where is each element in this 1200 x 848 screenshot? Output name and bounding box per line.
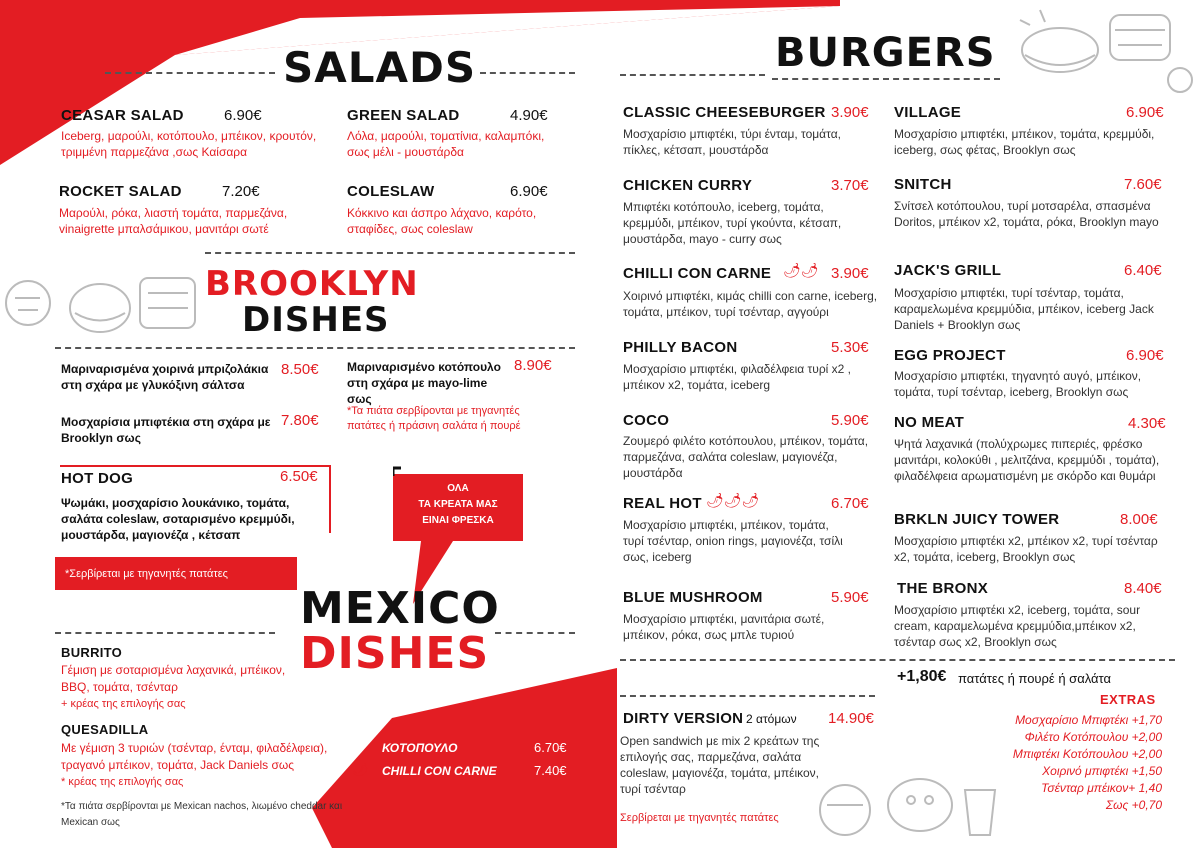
dirty-dash [620,695,875,697]
burrito-desc-1: Γέμιση με σοταρισμένα λαχανικά, μπέικον, [61,663,286,677]
mexico-option-price: 6.70€ [534,740,567,755]
extra-item: Τσένταρ μπέικον+ 1,40 [1041,781,1162,795]
burger-price: 7.60€ [1124,176,1162,193]
burger-price: 6.70€ [831,495,869,512]
mexico-option-price: 7.40€ [534,763,567,778]
burger-name: JACK'S GRILL [894,262,1002,279]
quesadilla-name: QUESADILLA [61,722,149,737]
burger-desc: Μοσχαρίσιο μπιφτέκι x2, iceberg, τομάτα, sour cream, καραμελωμένα κρεμμύδια,μπέικον x2, τσένταρ σως x2, Brooklyn σως [894,603,1141,649]
burger-desc: Μοσχαρίσιο μπιφτέκι, μανιτάρια σωτέ, μπέικον, ρόκα, σως μπλε τυριού [623,612,825,642]
extra-item: Σως +0,70 [1105,798,1162,812]
fresh-banner-line2: ΤΑ ΚΡΕΑΤΑ ΜΑΣ [418,499,498,510]
burger-name: CLASSIC CHEESEBURGER [623,104,826,121]
burrito-desc-3: + κρέας της επιλογής σας [61,698,186,710]
brooklyn-dish-name: Μοσχαρίσια μπιφτέκια στη σχάρα με Brooklyn σως [61,415,271,445]
extra-item: Φιλέτο Κοτόπουλου +2,00 [1024,730,1162,744]
salad-name: COLESLAW [347,183,435,200]
burger-desc: Μοσχαρίσιο μπιφτέκι x2, μπέικον x2, τυρί τσένταρ x2, τομάτα, iceberg, Brooklyn σως [894,534,1158,564]
fries-badge: *Σερβίρεται με τηγανητές πατάτες [55,557,297,590]
burger-desc: Μοσχαρίσιο μπιφτέκι, μπέικον, τομάτα, τυρί τσένταρ, onion rings, μαγιονέζα, τσίλι σως, iceberg [623,518,843,564]
mexico-dash-left [55,632,275,634]
salad-name: ROCKET SALAD [59,183,182,200]
burger-doodle-top-right [1000,0,1200,100]
quesadilla-desc-2: τραγανό μπέικον, τομάτα, Jack Daniels σως [61,758,295,772]
burger-price: 3.90€ [831,265,869,282]
brooklyn-heading-1: BROOKLYN [205,264,419,304]
burger-name: COCO [623,412,670,429]
salad-price: 4.90€ [510,107,548,124]
salads-dash-left [105,72,275,74]
burger-desc: Μοσχαρίσιο μπιφτέκι, τύρι ένταμ, τομάτα, πίκλες, κέτσαπ, μουστάρδα [623,127,841,157]
burgers-dash-left [620,74,765,76]
extra-item: Μπιφτέκι Κοτόπουλου +2,00 [1012,747,1162,761]
brooklyn-dish-price: 7.80€ [281,412,319,429]
burger-name: NO MEAT [894,414,965,431]
burger-price: 4.30€ [1128,415,1166,432]
burger-desc: Μοσχαρίσιο μπιφτέκι, μπέικον, τομάτα, κρεμμύδι, iceberg, σως φέτας, Brooklyn σως [894,127,1155,157]
burger-name: CHICKEN CURRY [623,177,753,194]
burger-desc: Ζουμερό φιλέτο κοτόπουλου, μπέικον, τομάτα, παρμεζάνα, σαλάτα coleslaw, μαγιονέζα, μουστάρδα [623,434,869,480]
burger-desc: Σνίτσελ κοτόπουλου, τυρί μοτσαρέλα, σπασμένα Doritos, μπέικον x2, τομάτα, ρόκα, Brooklyn mayo [894,199,1159,229]
burger-name: EGG PROJECT [894,347,1006,364]
burger-price: 6.90€ [1126,347,1164,364]
burger-name: SNITCH [894,176,952,193]
brooklyn-heading-2: DISHES [242,300,390,340]
salad-name: GREEN SALAD [347,107,460,124]
burger-desc: Χοιρινό μπιφτέκι, κιμάς chilli con carne, iceberg, τομάτα, μπέικον, τυρί τσένταρ, αγγούρι [623,289,878,319]
chilli-pepper-icon: 🌶🌶🌶 [706,492,760,508]
burger-price: 3.70€ [831,177,869,194]
hotdog-desc: Ψωμάκι, μοσχαρίσιο λουκάνικο, τομάτα, σαλάτα coleslaw, σοταρισμένο κρεμμύδι, μουστάρδα, μαγιονέζα , κέτσαπ [61,496,295,542]
salads-heading: SALADS [283,43,477,92]
salads-dash-right [480,72,575,74]
extra-item: Χοιρινό μπιφτέκι +1,50 [1042,764,1162,778]
burger-name: CHILLI CON CARNE [623,265,772,282]
burger-price: 6.90€ [1126,104,1164,121]
extras-list [960,712,1162,814]
burger-name: BRKLN JUICY TOWER [894,511,1060,528]
mexico-heading-1: MEXICO [300,583,500,634]
mexico-option-name: CHILLI CON CARNE [382,764,497,778]
burgers-bottom-separator [620,659,1175,661]
chilli-pepper-icon: 🌶 [352,762,369,777]
burger-name: BLUE MUSHROOM [623,589,763,606]
chilli-pepper-icon: 🌶🌶 [783,262,819,278]
salad-price: 6.90€ [510,183,548,200]
burgers-dash-right [772,78,1000,80]
salad-name: CEASAR SALAD [61,107,184,124]
salads-separator [205,252,575,254]
side-price: +1,80€ [897,668,947,685]
dirty-desc: Open sandwich με mix 2 κρεάτων της επιλογής σας, παρμεζάνα, σαλάτα coleslaw, μαγιονέζα, τομάτα, μπέικον, τυρί τσένταρ [620,734,820,796]
salad-desc: Iceberg, μαρούλι, κοτόπουλο, μπέικον, κρουτόν, τριμμένη παρμεζάνα ,σως Καίσαρα [61,129,317,159]
fresh-banner-line1: ΟΛΑ [447,483,469,494]
salad-price: 6.90€ [224,107,262,124]
salad-desc: Μαρούλι, ρόκα, λιαστή τομάτα, παρμεζάνα, vinaigrette μπαλσάμικου, μανιτάρι σωτέ [59,206,288,236]
burger-price: 5.30€ [831,339,869,356]
dirty-suffix: 2 ατόμων [746,712,797,726]
brooklyn-dish-price: 8.90€ [514,357,552,374]
burger-name: REAL HOT [623,495,702,512]
burger-desc: Μοσχαρίσιο μπιφτέκι, τυρί τσένταρ, τομάτα, καραμελωμένα κρεμμύδια, μπέικον, iceberg Jack Daniels + Brooklyn σως [894,286,1154,332]
burger-desc: Ψητά λαχανικά (πολύχρωμες πιπεριές, φρέσκο μανιτάρι, κολοκύθι , μελιτζάνα, κρεμμύδι , τομάτα), φιλαδέλφεια αρωματισμένη με σκόρδο και θυμάρι [894,437,1160,483]
mexico-dash-right [495,632,575,634]
brooklyn-note: *Τα πιάτα σερβίρονται με τηγανητές πατάτες ή πράσινη σαλάτα ή πουρέ [347,405,521,432]
dirty-name: DIRTY VERSION [623,710,744,727]
burger-name: THE BRONX [897,580,989,597]
dirty-price: 14.90€ [828,710,874,727]
food-doodle-left [0,258,205,343]
hotdog-price: 6.50€ [280,468,318,485]
mexico-heading-2: DISHES [300,628,490,679]
brooklyn-dish-name: Μαριναρισμένα χοιρινά μπριζολάκια στη σχάρα με γλυκόξινη σάλτσα [61,362,269,392]
quesadilla-desc-3: * κρέας της επιλογής σας [61,776,184,788]
mexico-note: *Τα πιάτα σερβίρονται με Mexican nachos, λιωμένο cheddar και Mexican σως [61,801,343,828]
burger-name: PHILLY BACON [623,339,738,356]
salad-desc: Κόκκινο και άσπρο λάχανο, καρότο, σταφίδες, σως coleslaw [347,206,537,236]
hotdog-name: HOT DOG [61,470,134,487]
burrito-name: BURRITO [61,645,123,660]
burger-price: 3.90€ [831,104,869,121]
salad-desc: Λόλα, μαρούλι, τοματίνια, καλαμπόκι, σως μέλι - μουστάρδα [347,129,545,159]
burger-price: 8.00€ [1120,511,1158,528]
burrito-desc-2: BBQ, τομάτα, τσένταρ [61,680,178,694]
extra-item: Μοσχαρίσιο Μπιφτέκι +1,70 [1015,713,1162,727]
side-text: πατάτες ή πουρέ ή σαλάτα [958,671,1112,686]
brooklyn-dish-name: Μαριναρισμένο κοτόπουλο στη σχάρα με mayo-lime σως [347,360,501,406]
mexico-option-name: ΚΟΤΟΠΟΥΛΟ [382,741,458,755]
burger-price: 5.90€ [831,589,869,606]
burger-price: 6.40€ [1124,262,1162,279]
brooklyn-dish-price: 8.50€ [281,361,319,378]
burger-price: 8.40€ [1124,580,1162,597]
extras-heading: EXTRAS [1100,692,1156,707]
burger-desc: Μοσχαρίσιο μπιφτέκι, τηγανητό αυγό, μπέικον, τομάτα, τυρί τσένταρ, iceberg, Brooklyn σως [894,369,1142,399]
salad-price: 7.20€ [222,183,260,200]
dirty-note: Σερβίρεται με τηγανητές πατάτες [620,812,779,824]
burger-name: VILLAGE [894,104,962,121]
burger-desc: Μπιφτέκι κοτόπουλο, iceberg, τομάτα, κρεμμύδι, μπέικον, τυρί γκούντα, κέτσαπ, μουστάρδα, mayo - curry σως [623,200,842,246]
burger-desc: Μοσχαρίσιο μπιφτέκι, φιλαδέλφεια τυρί x2 , μπέικον x2, τομάτα, iceberg [623,362,852,392]
burgers-heading: BURGERS [775,30,996,76]
brooklyn-separator [55,347,575,349]
burger-price: 5.90€ [831,412,869,429]
fresh-banner-line3: ΕΙΝΑΙ ΦΡΕΣΚΑ [422,515,494,526]
quesadilla-desc-1: Με γέμιση 3 τυριών (τσένταρ, ένταμ, φιλαδέλφεια), [61,741,328,755]
